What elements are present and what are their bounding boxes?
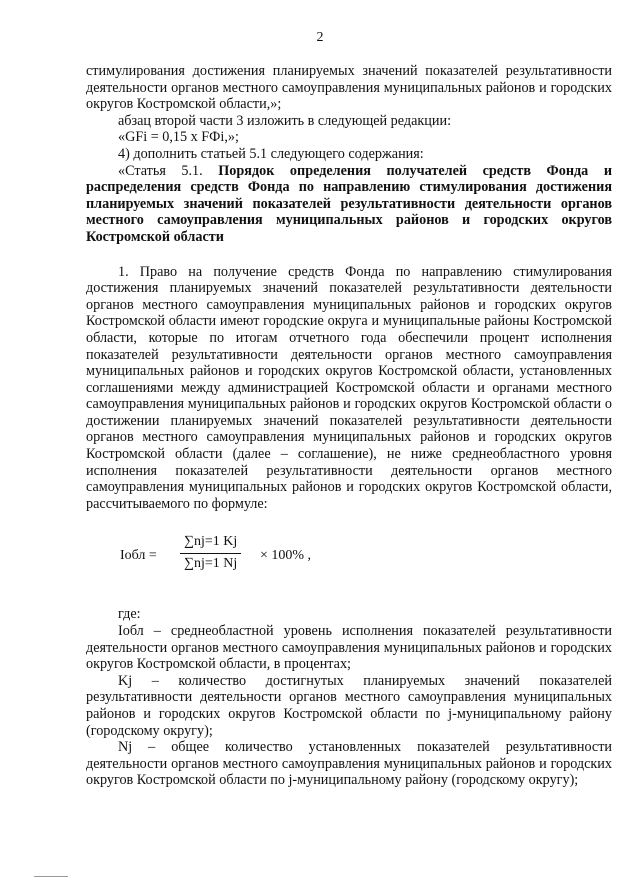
paragraph-amendment-intro: абзац второй части 3 изложить в следующей редакции: bbox=[118, 112, 452, 129]
article-heading bbox=[86, 163, 612, 246]
formula-block bbox=[120, 534, 612, 580]
formula-fraction bbox=[180, 534, 241, 572]
footer-divider bbox=[34, 876, 68, 877]
formula-lhs: Iобл = bbox=[120, 548, 157, 564]
definition-nj: Nj – общее количество установленных показателей результативности деятельности органов местного самоуправления муниципальных районов и городских округов Костромской области по j-муниципальному району (городскому округу); bbox=[86, 739, 612, 789]
article-heading-prefix: «Статья 5.1. bbox=[118, 162, 203, 179]
formula-denominator: ∑nj=1 Nj bbox=[184, 556, 238, 572]
formula-numerator: ∑nj=1 Kj bbox=[180, 534, 241, 554]
paragraph-continuation: стимулирования достижения планируемых значений показателей результативности деятельности органов местного самоуправления муниципальных районов и городских округов Костромской области,»; bbox=[86, 63, 612, 113]
paragraph-1: 1. Право на получение средств Фонда по направлению стимулирования достижения планируемых значений показателей результативности деятельности органов местного самоуправления муниципальных районов и городских округов Костромской области имеют городские округа и муниципальные районы Костромской области, которые по итогам отчетного года обеспечили процент исполнения показателей результативности деятельности органов местного самоуправления муниципальных районов и городских округов Костромской области, установленных соглашениями между администрацией Костромской области и органами местного самоуправления муниципальных районов и городских округов Костромской области о достижении планируемых значений показателей результативности деятельности органов местного самоуправления муниципальных районов и городских округов Костромской области (далее – соглашение), не ниже среднеобластного уровня исполнения показателей результативности деятельности органов местного самоуправления муниципальных районов и городских округов Костромской области, рассчитываемого по формуле: bbox=[86, 263, 612, 512]
definition-kj: Kj – количество достигнутых планируемых значений показателей результативности деятельности органов местного самоуправления муниципальных районов и городских округов Костромской области по j-муниципальному району (городскому округу); bbox=[86, 672, 612, 739]
paragraph-add-article: 4) дополнить статьей 5.1 следующего содержания: bbox=[118, 145, 424, 162]
document-body bbox=[86, 63, 612, 789]
paragraph-formula-gf: «GFi = 0,15 х FФi,»; bbox=[118, 129, 239, 146]
page-number: 2 bbox=[316, 30, 324, 45]
definition-iobl: Iобл – среднеобластной уровень исполнения показателей результативности деятельности органов местного самоуправления муниципальных районов и городских округов Костромской области, в процентах; bbox=[86, 623, 612, 673]
where-label: где: bbox=[118, 606, 141, 623]
formula-multiplier: × 100% , bbox=[260, 548, 312, 564]
article-heading-title: Порядок определения получателей средств Фонда и распределения средств Фонда по направлению стимулирования достижения планируемых значений показателей результативности деятельности органов местного самоуправления муниципальных районов и городских округов Костромской области bbox=[86, 162, 612, 245]
